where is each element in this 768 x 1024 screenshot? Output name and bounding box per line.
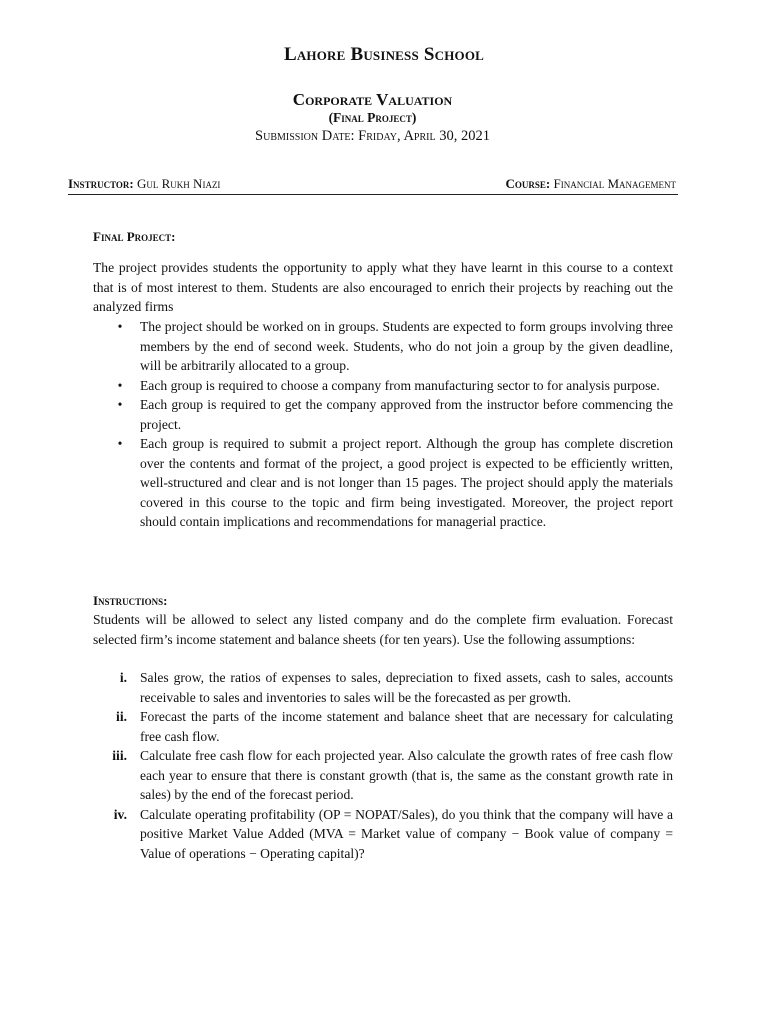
instructor-block — [68, 176, 220, 192]
school-name: Lahore Business School — [283, 44, 485, 65]
list-marker: i. — [119, 670, 127, 685]
list-item-text: Each group is required to get the company approved from the instructor before commencing the project. — [140, 397, 673, 432]
list-item-text: Each group is required to choose a company from manufacturing sector to for analysis purpose. — [140, 377, 660, 393]
list-item-text: Calculate free cash flow for each projected year. Also calculate the growth rates of free cash flow each year to ensure that there is constant growth (that is, the same as the constant growth rate in sales) by the end of the forecast period. — [140, 748, 673, 802]
instructions-intro: Students will be allowed to select any listed company and do the complete firm evaluation. Forecast selected firm’s income statement and balance sheets (for ten years). Use the following assumptions: — [93, 612, 673, 647]
list-marker: iii. — [112, 748, 127, 763]
list-item — [93, 707, 673, 746]
list-item-text: Calculate operating profitability (OP = NOPAT/Sales), do you think that the company will have a positive Market Value Added (MVA = Market value of company − Book value of company = Value of operations − Operating capital)? — [140, 806, 673, 861]
list-item-text: Each group is required to submit a project report. Although the group has complete discretion over the contents and format of the project, a good project is expected to be efficiently written, well-structured and clear and is not longer than 15 pages. The project should apply the materials covered in this course to the topic and firm being investigated. Moreover, the project report should contain implications and recommendations for managerial practice. — [140, 436, 673, 529]
course-name: Financial Management — [553, 176, 676, 191]
bullet-icon: • — [117, 397, 123, 412]
list-item — [93, 668, 673, 707]
list-item-text: Sales grow, the ratios of expenses to sales, depreciation to fixed assets, cash to sales, accounts receivable to sales and inventories to sales will be the forecasted as per growth. — [140, 670, 673, 705]
list-marker: ii. — [116, 709, 127, 724]
instructions-list — [93, 668, 673, 863]
list-item — [93, 434, 673, 532]
project-title: Corporate Valuation — [292, 90, 453, 109]
course-label: Course: — [505, 176, 551, 191]
list-marker: iv. — [113, 806, 127, 822]
bullet-icon: • — [117, 377, 123, 393]
submission-date: Submission Date: Friday, April 30, 2021 — [255, 128, 490, 144]
bullet-icon: • — [117, 319, 123, 334]
instructor-name: Gul Rukh Niazi — [137, 176, 221, 191]
final-project-bullets — [93, 317, 673, 532]
list-item-text: The project should be worked on in groups. Students are expected to form groups involving three members by the end of second week. Students, who do not join a group by the given deadline, will be arbitrarily allocated to a group. — [140, 319, 673, 373]
project-subtitle: (Final Project) — [328, 110, 417, 125]
instructions-heading: Instructions: — [93, 593, 168, 608]
list-item — [93, 395, 673, 434]
meta-row — [68, 176, 676, 192]
final-project-intro: The project provides students the opportunity to apply what they have learnt in this course to a context that is of most interest to them. Students are also encouraged to enrich their projects by reaching out the analyzed firms — [93, 260, 673, 314]
bullet-icon: • — [117, 436, 123, 451]
final-project-heading: Final Project: — [93, 229, 176, 244]
list-item — [93, 317, 673, 376]
list-item — [93, 376, 673, 396]
list-item — [93, 746, 673, 805]
instructor-label: Instructor: — [68, 176, 134, 191]
list-item — [93, 805, 673, 864]
course-block — [505, 176, 676, 192]
list-item-text: Forecast the parts of the income statement and balance sheet that are necessary for calculating free cash flow. — [140, 709, 673, 744]
header-divider — [68, 194, 678, 195]
